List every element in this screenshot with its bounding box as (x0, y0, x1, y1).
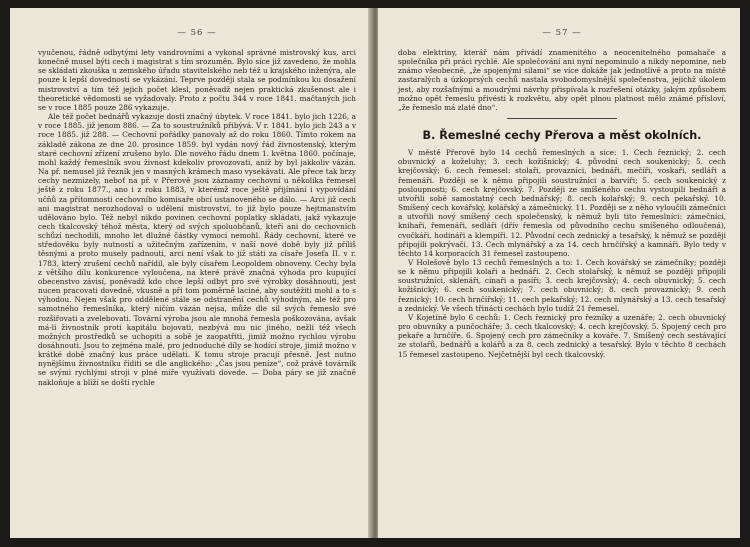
right-page-text (398, 48, 726, 112)
left-page-text (38, 48, 356, 387)
divider (507, 118, 617, 119)
page-number-left: — 56 — (177, 28, 217, 38)
paragraph: doba elektriny, kterář nám přivádí znamenitého a neocenitelného pomahače a společníka při práci rychlé. Ale společování ani nyní nepominulo a nikdy nepomine, neb známo všeobecně, „že spojenými silami“ se více dokáže jak jednotlivě a proto na místě zastaralých a úzkoprsých cechů nastala svobodomyslnější společenstva, jejichž úkolem jest, aby rozšafnými a moudrými návrhy přispívala k rozřešení otázky, jakým způsobem možno opět řemeslu přivésti k rozkvětu, aby opět plnou platnost mělo známé přísloví, „že řemeslo má zlaté dno“. (398, 48, 726, 112)
paragraph: V městě Přerově bylo 14 cechů řemeslných a sice: 1. Cech řeznický; 2. cech obuvnický a koželuhy; 3. cech kožišnický; 4. původní cech soukenický; 5. cech krejčovský; 6. cech řemesel: stolaři, provazníci, bednáři, mečíři, voskaři, sedláři a řemenáři. Později se k němu připojili soustružníci a barvíři; 5. cech soukenický z posloupnosti; 6. cech krejčovský. 7. Později ze smíšeného cechu vystoupili bednáři a utvořili sobě samostatný cech bednářský; 8. cech kolařský; 9. cech pekařský. 10. Smíšený cech kovářský, kolářský a zámečnický. 11. Později se z něho vyloučili zámečníci a utvořili nový smíšený cech společenský, k němuž byli tito řemeslníci: zámečníci, knihaři, řemenáři, sedláři (dřív řemesla od původního cechu smíšeného odloučená), cvočkáři, hodináři a klempíři. 12. Původní cech zednický a tesařský, k němuž se později připojili pokrývači. 13. Cech mlynářský a za 14. cech hrnčířský a kamnáři. Bylo tedy v těchto 14 korporacích 31 řemesel zastoupeno. (398, 148, 726, 258)
paragraph: vyučenou, řádně odbytými lety vandrovními a vykonal správné mistrovský kus, arci konečně musel býti cech i magistrat s tím srozuměn. Bylo sice již zavedeno, že mohla se skládati zkouška u zemského úřadu stavitelského neb též u krajského inženýra, ale pouze k lepší dovednosti se vykázání. Teprve později stala se podmínkou ku dosažení mistrovství a tím též jejich počet klesl, poněvadž nejen praktická zkušenost ale i theoretické vědomosti se vyžadovaly. Proto z počtu 344 v roce 1841. mačtaných jich se v roce 1885 pouze 286 vykazuje. (38, 48, 356, 112)
section-heading: B. Řemeslné cechy Přerova a měst okolních. (422, 129, 702, 143)
paragraph: Ale též počet bednářů vykazuje dosti značný úbytek. V roce 1841. bylo jich 1226, a v roce 1885. již jenom 886. — Za to soustružníků přibývá. V r. 1841. bylo jich 243 a v roce 1885. již 288. — Cechovní pořádky panovaly až do roku 1860. Tímto rokem na základě zákona ze dne 20. prosince 1859. byl vydán nový řád živnostenský, kterým staré cechovní zřízení zrušeno bylo. Dle nového řádu dnem 1. května 1860. počínaje, mohl každý řemeslník svou živnost kdekoliv provozovati, aniž by byl jakkoliv vázán. Na př. nemusel již řezník jen v masných krámech maso vysekávati. Ale přece tak brzy cechy nezmizely, neboť na př. v Přerově jsou záznamy cechovní u několika řemesel ještě z roku 1877., ano i z roku 1883, v kterémž roce ještě přijímání i vypovídání učňů za přítomnosti cechovního komisaře obcí ustanoveného se dálo. — Arci již cech ani magistrat nerozhodoval o udělení mistrovství, to již bylo pouze hejtmanstvím udělováno bylo. Též nebyl nikdo povinen cechovní poplatky skládati, jakž vykazuje cech tkalcovský téhož města, který od svých spoluobčanů, kteří ani do cechovních schůzí nechodili, mnoho let dlužné částky vymoci nemohl. Řády cechovní, které ve středověku byly nutností a užitečným zařízením, v naší nové době byly již příliš těsnými a proto musely padnouti, arci není však to již státi za císaře Josefa II. v r. 1783, který zrušení cechů nařídil, ale byly císařem Leopoldem obnoveny. Cechy byla z většího dílu konkurence vyloučena, na které právě značná výhoda pro kupující obecenstvo závisí, poněvadž kdo chce lepší odbyt pro své výrobky dosáhnouti, jest nucen pracovati dovedně, vkusně a při tom poměrně laciné, aby soutěžiti mohl a to s výhodou. Nejen však pro oddělené stále se odstranění cechů výhodným, ale též pro samotného řemeslníka, který ničím vázán nejsa, může dle sil svých řemeslo své rozšiřovati a zvelebovati. Tovární výroba jsou ale mnohá řemesla poškozována, avšak má-li živnostník proti kapitálu bojovati, nezbývá mu nic jiného, nežli též všech možných prostředků se uchopiti a sobě je zaopatřiti, jimiž možno rychlou výrobu dosáhnouti. Jsou to zejména malé, pro jednoduché díly se hodící stroje, jimiž možno v krátké době značný kus práce udělati. K tomu stroje pracují přesně. Jest nutno nynějšímu živnostníku říditi se dle anglického: „Čas jsou peníze“, což právě továrník se svými rychlými stroji v plné míře využívati dovede. — Doba páry se již značně nakloňuje a blíží se doští rychle (38, 112, 356, 387)
paragraph: V Kojetíně bylo 6 cechů: 1. Cech řeznický pro řezníky a uzenáře; 2. cech obuvnický pro obuvníky a punčocháře; 3. cech tkalcovský; 4. cech krejčovský. 5. Spojený cech pro pekaře a hrnčíře. 6. Spojený cech pro zámečníky a kováře. 7. Smíšený cech sestávající ze stolařů, bednářů a kolářů a za 8. cech zednický a tesařský. Bylo v těchto 8 cechách 15 řemesel zastoupeno. Nejčetnější byl cech tkalcovský. (398, 312, 726, 359)
section-text (398, 148, 726, 359)
page-number-right: — 57 — (542, 28, 582, 38)
right-page (378, 8, 740, 538)
paragraph: V Holešově bylo 13 cechů řemeslných a to: 1. Cech kovářský se zámečníky; později se k němu připojili kolaři a bednáři. 2. Cech stolařský, k němuž se později připojili soustružníci, sklenáři, cínaři a pasíři; 3. cech krejčovský; 4. cech obuvnický; 5. cech kožišnický; 6. cech soukenický; 7. cech obuvnický; 8. cech provaznický; 9. cech řeznický; 10. cech hrnčířský; 11. cech pekařský; 12. cech mlynářský a 13. cech tesařský a zednický. Ve všech třinácti cechách bylo tudíž 21 řemesel. (398, 257, 726, 313)
left-page (10, 8, 372, 538)
